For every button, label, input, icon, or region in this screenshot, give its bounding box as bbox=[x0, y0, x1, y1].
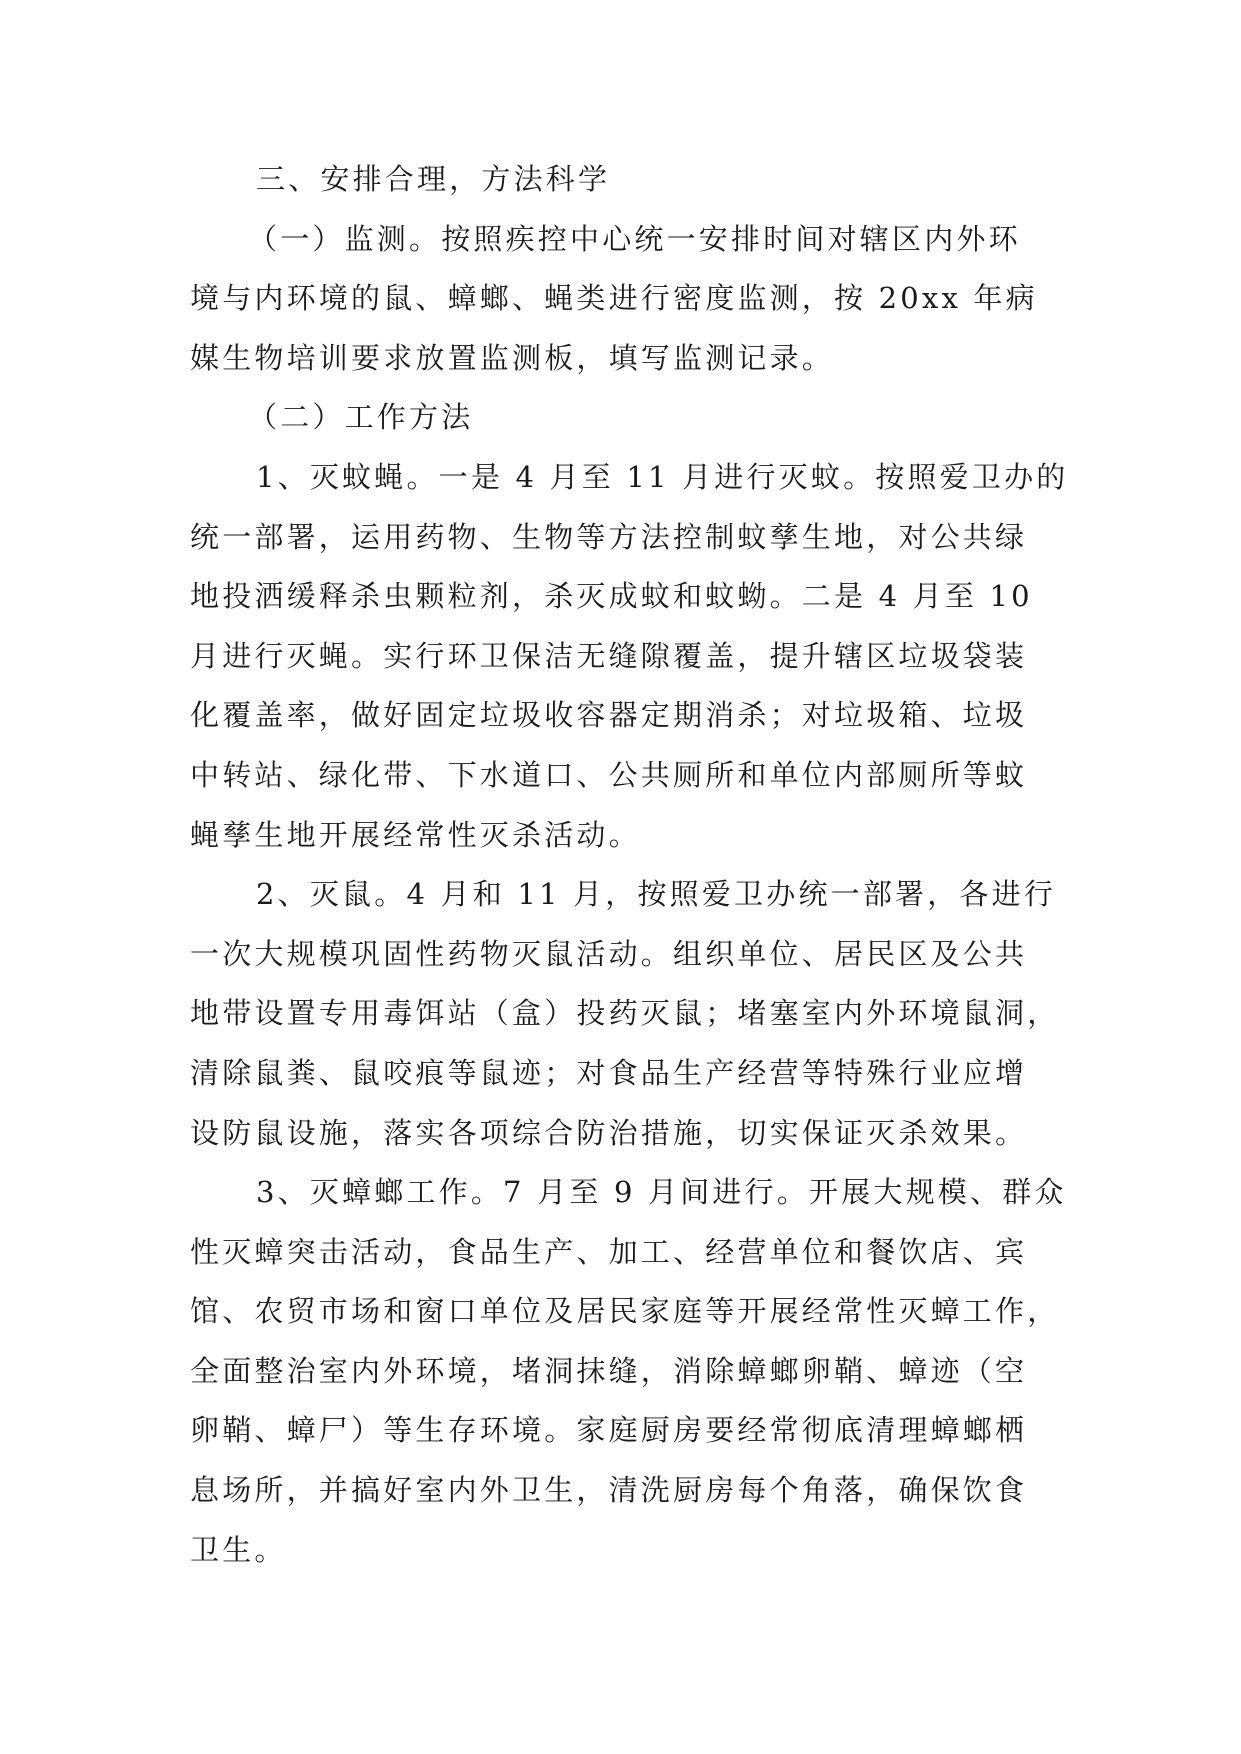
paragraph-cockroach-line: 性灭蟑突击活动，食品生产、加工、经营单位和餐饮店、宾 bbox=[190, 1234, 1028, 1269]
document-page bbox=[190, 150, 1069, 1580]
paragraph-rodent-line: 地带设置专用毒饵站（盒）投药灭鼠；堵塞室内外环境鼠洞， bbox=[190, 996, 1060, 1031]
paragraph-cockroach-line: 全面整治室内外环境，堵洞抹缝，消除蟑螂卵鞘、蟑迹（空 bbox=[190, 1353, 1028, 1388]
paragraph-rodent-line: 一次大规模巩固性药物灭鼠活动。组织单位、居民区及公共 bbox=[190, 936, 1028, 971]
subheading-work-methods: （二）工作方法 bbox=[248, 400, 474, 435]
paragraph-mosquito-fly-line: 月进行灭蝇。实行环卫保洁无缝隙覆盖，提升辖区垃圾袋装 bbox=[190, 638, 1028, 673]
paragraph-cockroach-line: 卫生。 bbox=[190, 1532, 287, 1567]
paragraph-monitoring-line: 境与内环境的鼠、蟑螂、蝇类进行密度监测，按 20xx 年病 bbox=[190, 281, 1038, 316]
paragraph-mosquito-fly-line: 中转站、绿化带、下水道口、公共厕所和单位内部厕所等蚊 bbox=[190, 757, 1028, 792]
paragraph-mosquito-fly-line: 化覆盖率，做好固定垃圾收容器定期消杀；对垃圾箱、垃圾 bbox=[190, 698, 1028, 733]
paragraph-mosquito-fly-line: 统一部署，运用药物、生物等方法控制蚊孳生地，对公共绿 bbox=[190, 519, 1028, 554]
paragraph-monitoring-line: （一）监测。按照疾控中心统一安排时间对辖区内外环 bbox=[248, 221, 1021, 256]
paragraph-rodent-line: 2、灭鼠。4 月和 11 月，按照爱卫办统一部署，各进行 bbox=[256, 877, 1057, 912]
paragraph-mosquito-fly-line: 蝇孳生地开展经常性灭杀活动。 bbox=[190, 817, 641, 852]
paragraph-monitoring-line: 媒生物培训要求放置监测板，填写监测记录。 bbox=[190, 340, 835, 375]
paragraph-cockroach-line: 3、灭蟑螂工作。7 月至 9 月间进行。开展大规模、群众 bbox=[256, 1175, 1067, 1210]
paragraph-mosquito-fly-line: 1、灭蚊蝇。一是 4 月至 11 月进行灭蚊。按照爱卫办的 bbox=[256, 459, 1069, 494]
paragraph-cockroach-line: 息场所，并搞好室内外卫生，清洗厨房每个角落，确保饮食 bbox=[190, 1473, 1028, 1508]
section-heading: 三、安排合理，方法科学 bbox=[256, 162, 611, 196]
paragraph-rodent-line: 设防鼠设施，落实各项综合防治措施，切实保证灭杀效果。 bbox=[190, 1115, 1028, 1150]
paragraph-cockroach-line: 卵鞘、蟑尸）等生存环境。家庭厨房要经常彻底清理蟑螂栖 bbox=[190, 1413, 1028, 1448]
paragraph-mosquito-fly-line: 地投洒缓释杀虫颗粒剂，杀灭成蚊和蚊蚴。二是 4 月至 10 bbox=[190, 579, 1033, 614]
paragraph-rodent-line: 清除鼠粪、鼠咬痕等鼠迹；对食品生产经营等特殊行业应增 bbox=[190, 1055, 1028, 1090]
paragraph-cockroach-line: 馆、农贸市场和窗口单位及居民家庭等开展经常性灭蟑工作， bbox=[190, 1294, 1060, 1329]
